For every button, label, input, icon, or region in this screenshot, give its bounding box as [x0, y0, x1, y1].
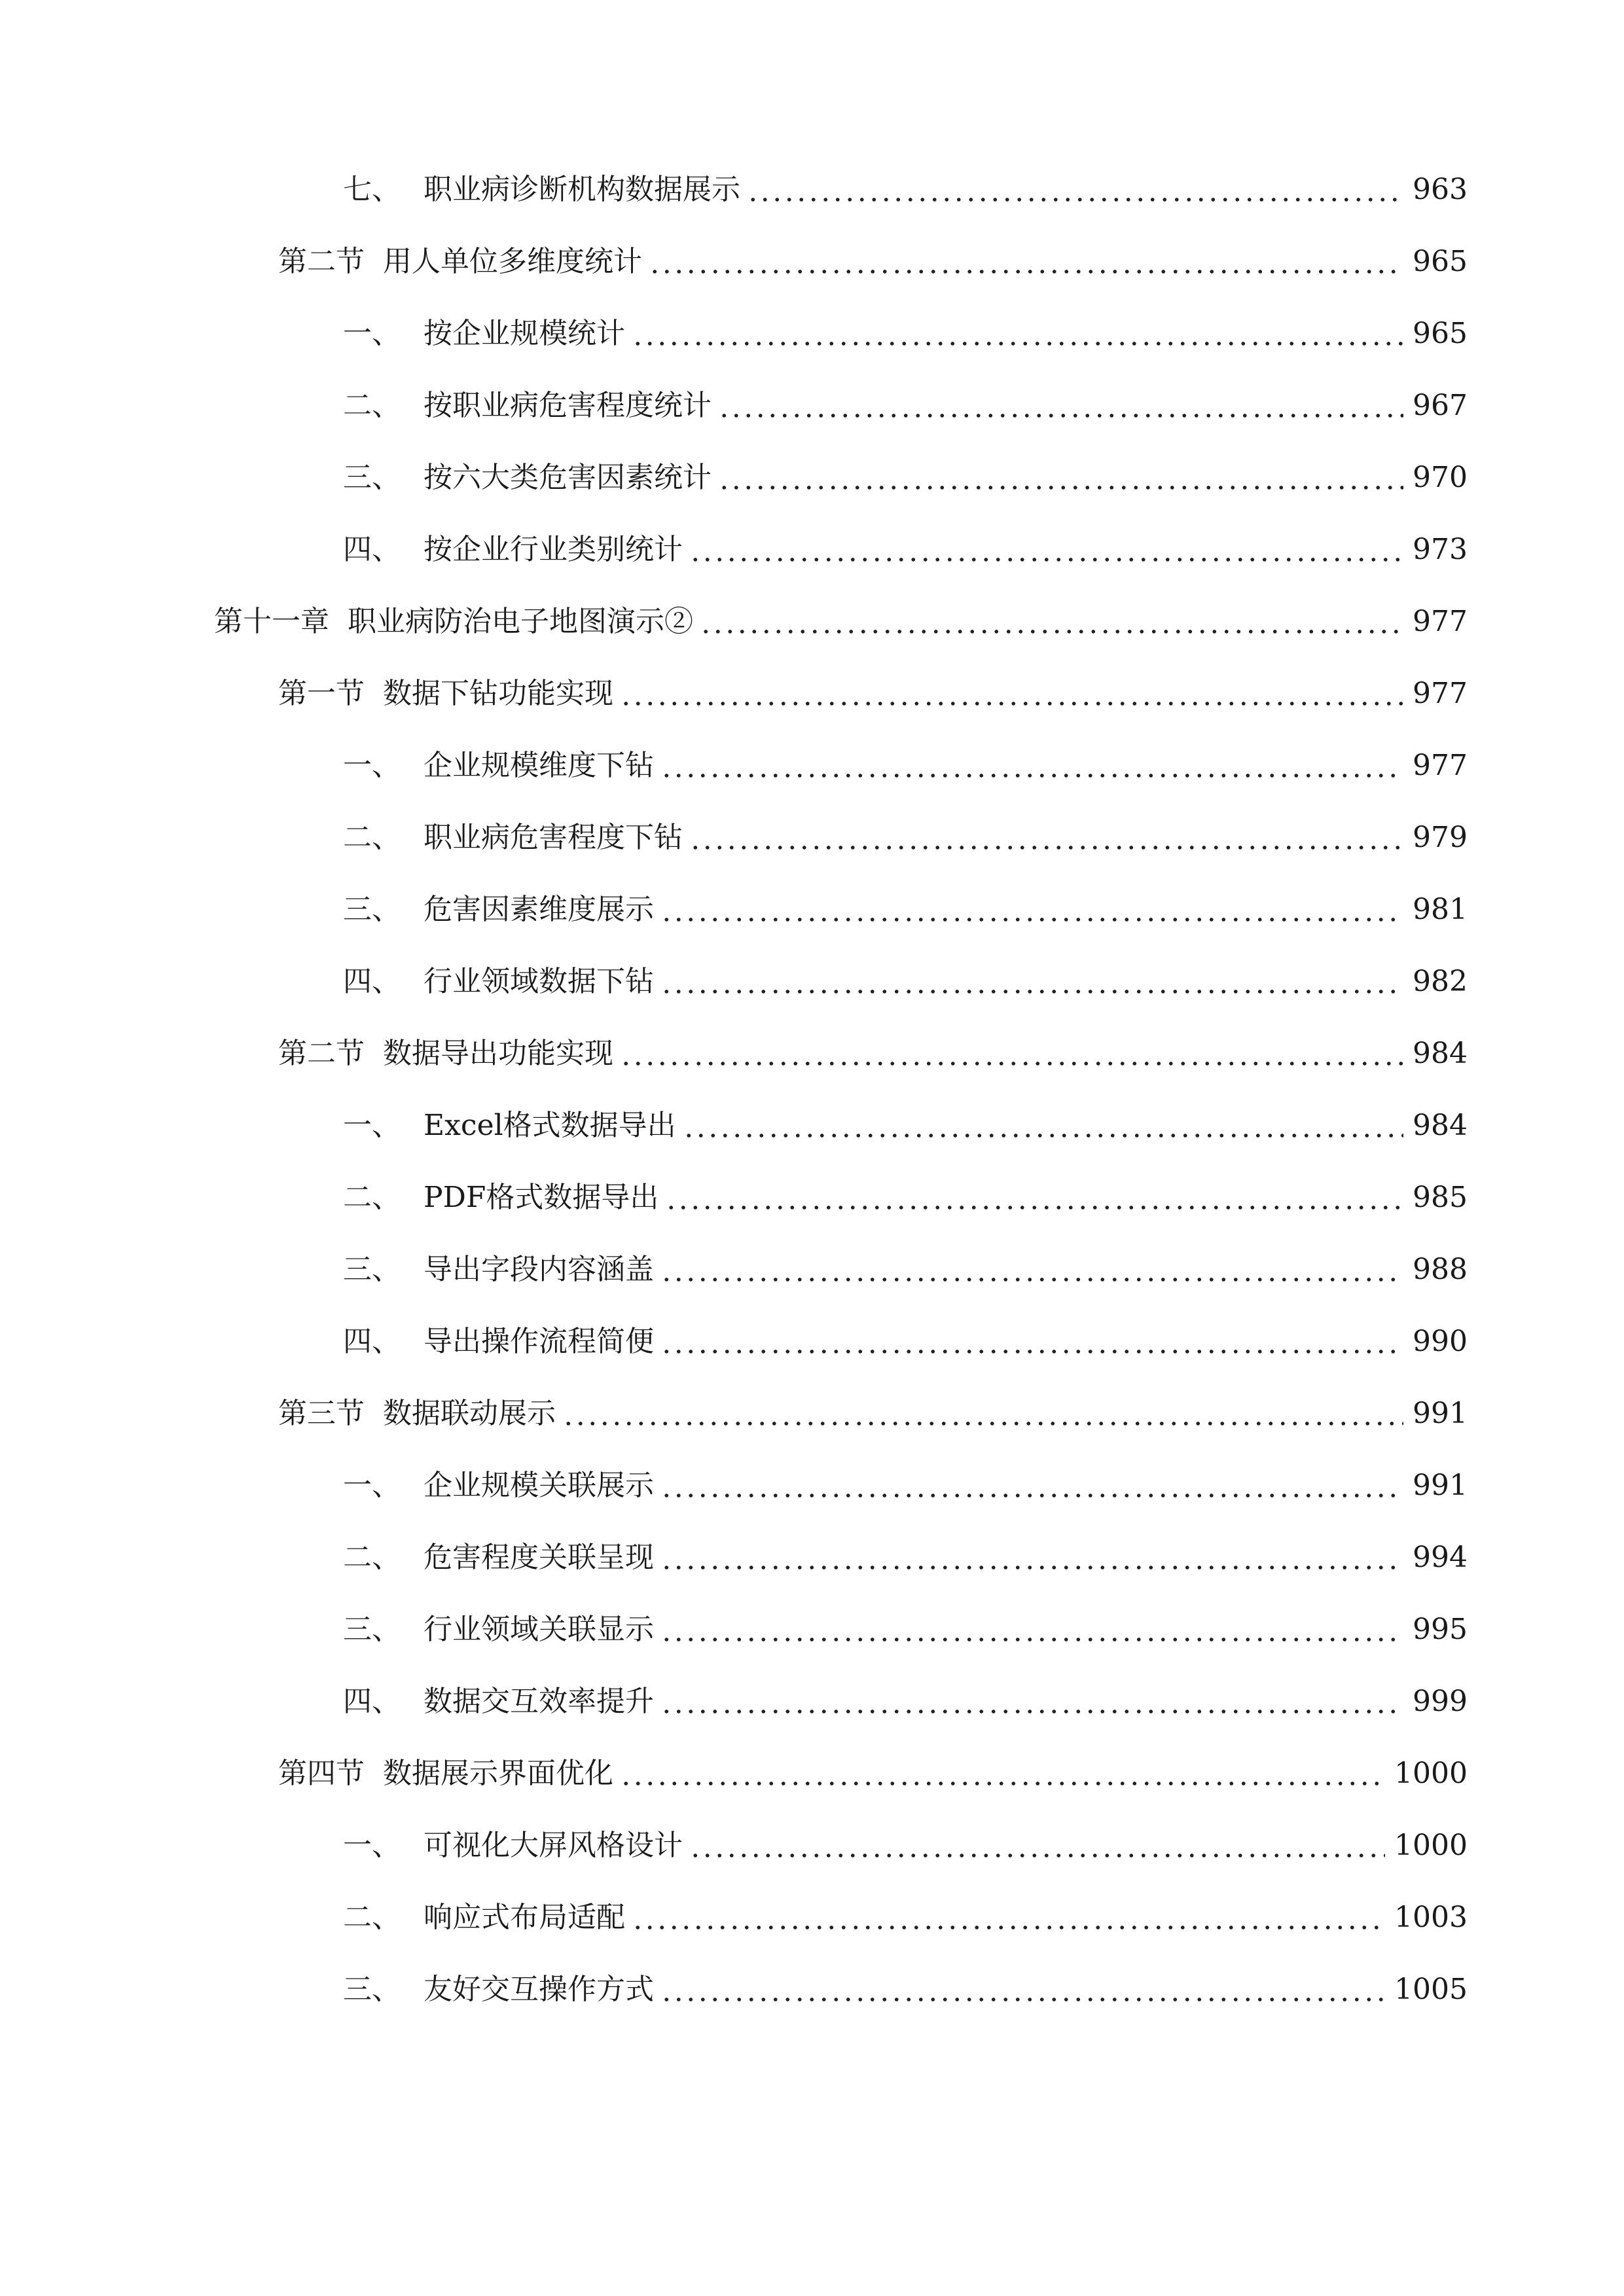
toc-entry-number: 二、 — [343, 821, 401, 854]
toc-entry[interactable] — [343, 956, 1468, 1008]
toc-entry[interactable] — [343, 1892, 1468, 1944]
toc-entry-number: 四、 — [343, 1685, 401, 1718]
toc-dot-leader — [632, 308, 1403, 360]
toc-entry[interactable] — [278, 1748, 1468, 1800]
toc-entry-title: 数据下钻功能实现 — [383, 677, 613, 710]
toc-entry-page-number: 1000 — [1394, 1757, 1468, 1790]
toc-entry[interactable] — [343, 812, 1468, 864]
toc-entry[interactable] — [343, 524, 1468, 576]
toc-entry[interactable] — [343, 1964, 1468, 2016]
toc-entry-page-number: 984 — [1413, 1109, 1468, 1142]
toc-entry-page-number: 1005 — [1394, 1973, 1468, 2006]
toc-entry-title: 数据导出功能实现 — [383, 1037, 613, 1070]
toc-entry-title: 职业病危害程度下钻 — [424, 821, 683, 854]
toc-entry-page-number: 985 — [1413, 1181, 1468, 1214]
toc-dot-leader — [718, 380, 1403, 432]
toc-entry[interactable] — [343, 164, 1468, 216]
toc-entry-title: 职业病诊断机构数据展示 — [424, 173, 740, 206]
toc-entry-page-number: 984 — [1413, 1037, 1468, 1070]
toc-entry-page-number: 991 — [1413, 1397, 1468, 1430]
toc-entry-number: 三、 — [343, 1253, 401, 1286]
toc-entry-number: 二、 — [343, 1901, 401, 1934]
toc-entry-page-number: 991 — [1413, 1469, 1468, 1502]
toc-entry[interactable] — [343, 884, 1468, 936]
toc-dot-leader — [747, 164, 1403, 216]
toc-entry-number: 一、 — [343, 1469, 401, 1502]
toc-entry-page-number: 977 — [1413, 605, 1468, 638]
toc-dot-leader — [660, 1532, 1403, 1584]
toc-dot-leader — [660, 884, 1403, 936]
toc-entry[interactable] — [343, 380, 1468, 432]
toc-dot-leader — [660, 1244, 1403, 1296]
toc-entry[interactable] — [343, 1100, 1468, 1152]
toc-entry-title: 用人单位多维度统计 — [383, 245, 642, 278]
toc-entry-title: PDF格式数据导出 — [424, 1181, 659, 1214]
toc-entry-page-number: 970 — [1413, 461, 1468, 494]
toc-entry-number: 三、 — [343, 1973, 401, 2006]
toc-entry-page-number: 988 — [1413, 1253, 1468, 1286]
toc-entry-number: 四、 — [343, 1325, 401, 1358]
toc-dot-leader — [689, 524, 1403, 576]
toc-entry-title: 企业规模关联展示 — [424, 1469, 654, 1502]
toc-dot-leader — [620, 1748, 1385, 1800]
toc-entry-title: 数据展示界面优化 — [383, 1757, 613, 1790]
toc-entry[interactable] — [343, 1460, 1468, 1512]
toc-dot-leader — [660, 1316, 1403, 1368]
toc-entry-number: 一、 — [343, 1829, 401, 1862]
toc-entry-number: 四、 — [343, 533, 401, 566]
toc-entry-title: 按企业规模统计 — [424, 317, 625, 350]
toc-dot-leader — [660, 1676, 1403, 1728]
toc-entry-page-number: 994 — [1413, 1541, 1468, 1574]
toc-entry[interactable] — [343, 308, 1468, 360]
toc-entry[interactable] — [343, 1532, 1468, 1584]
toc-entry-title: 导出操作流程简便 — [424, 1325, 654, 1358]
toc-entry[interactable] — [278, 1388, 1468, 1440]
toc-entry-number: 二、 — [343, 1181, 401, 1214]
toc-dot-leader — [660, 740, 1403, 792]
toc-entry-number: 第四节 — [278, 1757, 365, 1790]
toc-entry-title: 行业领域数据下钻 — [424, 965, 654, 998]
toc-entry-number: 三、 — [343, 1613, 401, 1646]
toc-entry-number: 一、 — [343, 317, 401, 350]
toc-entry[interactable] — [343, 1820, 1468, 1872]
toc-entry-title: 危害程度关联呈现 — [424, 1541, 654, 1574]
toc-entry-title: 友好交互操作方式 — [424, 1973, 654, 2006]
toc-entry[interactable] — [343, 1244, 1468, 1296]
toc-dot-leader — [665, 1172, 1403, 1224]
toc-entry-page-number: 990 — [1413, 1325, 1468, 1358]
toc-entry[interactable] — [278, 1028, 1468, 1080]
toc-entry-number: 七、 — [343, 173, 401, 206]
toc-entry-page-number: 977 — [1413, 677, 1468, 710]
toc-entry[interactable] — [343, 452, 1468, 504]
toc-dot-leader — [683, 1100, 1403, 1152]
toc-dot-leader — [632, 1892, 1385, 1944]
toc-entry-title: Excel格式数据导出 — [424, 1109, 676, 1142]
toc-dot-leader — [562, 1388, 1403, 1440]
toc-entry-title: 行业领域关联显示 — [424, 1613, 654, 1646]
toc-entry-page-number: 965 — [1413, 245, 1468, 278]
toc-entry-number: 第十一章 — [214, 605, 329, 638]
toc-dot-leader — [620, 668, 1403, 720]
toc-entry[interactable] — [278, 668, 1468, 720]
toc-dot-leader — [689, 1820, 1385, 1872]
toc-entry-page-number: 965 — [1413, 317, 1468, 350]
toc-dot-leader — [689, 812, 1403, 864]
toc-entry-page-number: 967 — [1413, 389, 1468, 422]
toc-entry[interactable] — [343, 1316, 1468, 1368]
toc-entry-page-number: 1000 — [1394, 1829, 1468, 1862]
toc-entry-number: 一、 — [343, 1109, 401, 1142]
toc-dot-leader — [718, 452, 1403, 504]
toc-dot-leader — [660, 1964, 1385, 2016]
toc-entry-number: 第一节 — [278, 677, 365, 710]
toc-entry-title: 数据联动展示 — [383, 1397, 556, 1430]
toc-entry-title: 按职业病危害程度统计 — [424, 389, 712, 422]
toc-entry[interactable] — [343, 1172, 1468, 1224]
toc-entry-number: 三、 — [343, 461, 401, 494]
toc-entry-page-number: 1003 — [1394, 1901, 1468, 1934]
toc-entry-title: 可视化大屏风格设计 — [424, 1829, 683, 1862]
toc-entry[interactable] — [214, 596, 1468, 648]
toc-entry-number: 三、 — [343, 893, 401, 926]
toc-entry-page-number: 982 — [1413, 965, 1468, 998]
toc-entry-title: 企业规模维度下钻 — [424, 749, 654, 782]
toc-entry-number: 一、 — [343, 749, 401, 782]
toc-entry-title: 导出字段内容涵盖 — [424, 1253, 654, 1286]
toc-entry-title: 响应式布局适配 — [424, 1901, 625, 1934]
toc-dot-leader — [700, 596, 1403, 648]
toc-entry-number: 第二节 — [278, 245, 365, 278]
toc-entry-page-number: 995 — [1413, 1613, 1468, 1646]
toc-entry-page-number: 981 — [1413, 893, 1468, 926]
toc-entry[interactable] — [343, 1676, 1468, 1728]
toc-entry-title: 数据交互效率提升 — [424, 1685, 654, 1718]
toc-entry-number: 二、 — [343, 389, 401, 422]
toc-entry-page-number: 977 — [1413, 749, 1468, 782]
toc-dot-leader — [660, 956, 1403, 1008]
toc-entry-page-number: 999 — [1413, 1685, 1468, 1718]
toc-entry-title: 职业病防治电子地图演示② — [348, 605, 693, 638]
toc-entry-number: 第三节 — [278, 1397, 365, 1430]
toc-entry-page-number: 963 — [1413, 173, 1468, 206]
toc-entry-page-number: 973 — [1413, 533, 1468, 566]
toc-entry[interactable] — [278, 236, 1468, 288]
toc-dot-leader — [660, 1460, 1403, 1512]
toc-entry-title: 按六大类危害因素统计 — [424, 461, 712, 494]
toc-entry-page-number: 979 — [1413, 821, 1468, 854]
toc-entry-title: 按企业行业类别统计 — [424, 533, 683, 566]
toc-dot-leader — [649, 236, 1403, 288]
toc-entry-number: 二、 — [343, 1541, 401, 1574]
toc-dot-leader — [620, 1028, 1403, 1080]
toc-entry[interactable] — [343, 1604, 1468, 1656]
toc-entry-number: 四、 — [343, 965, 401, 998]
toc-entry-number: 第二节 — [278, 1037, 365, 1070]
toc-entry[interactable] — [343, 740, 1468, 792]
toc-entry-title: 危害因素维度展示 — [424, 893, 654, 926]
toc-dot-leader — [660, 1604, 1403, 1656]
